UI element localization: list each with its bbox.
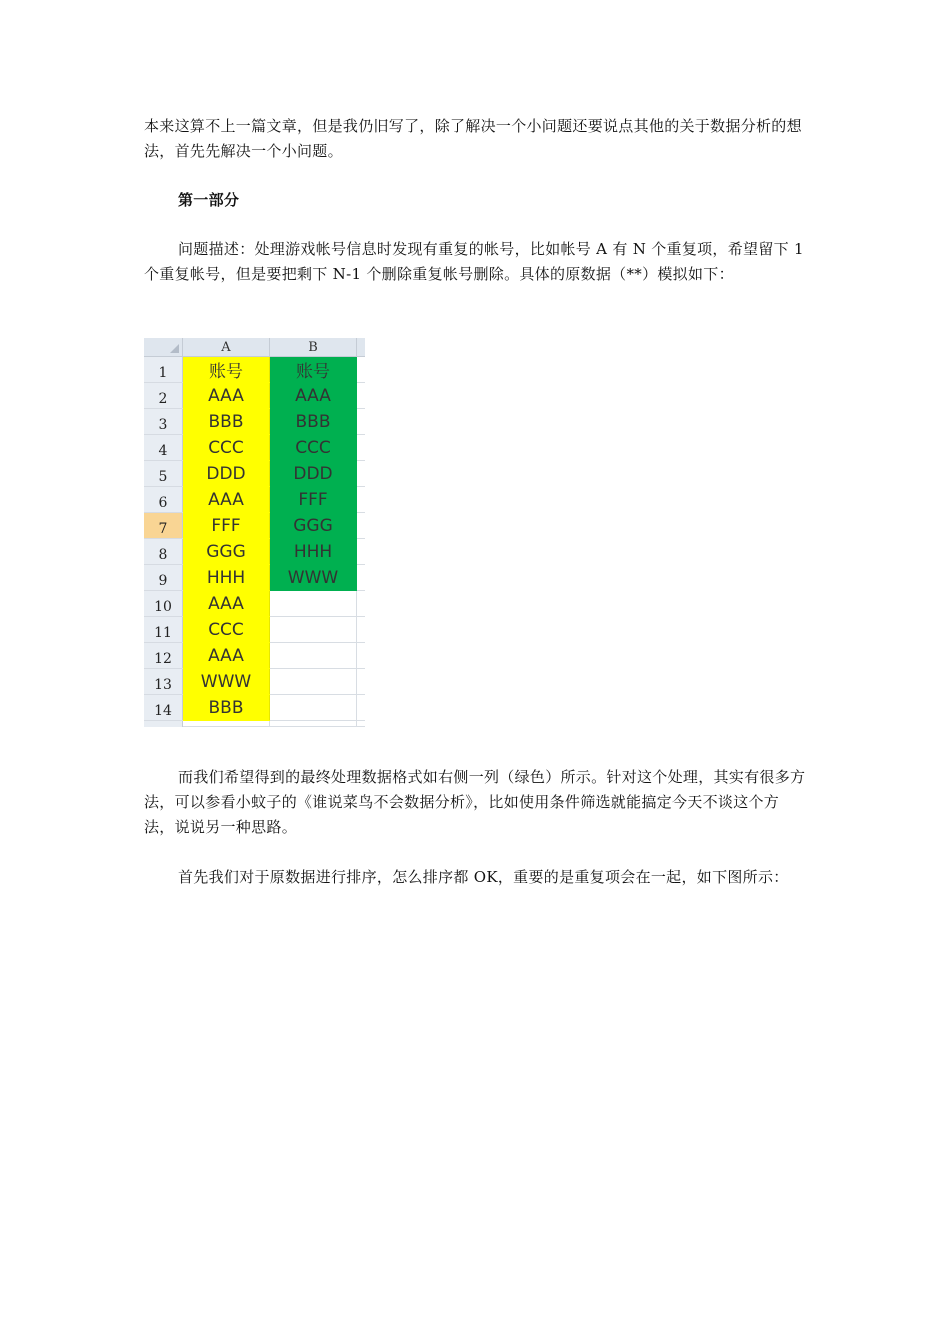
row-header: 7 xyxy=(144,513,183,539)
cell-c-partial xyxy=(357,669,366,695)
cell-b xyxy=(270,591,357,617)
cell-c-partial xyxy=(357,357,366,383)
row-header: 4 xyxy=(144,435,183,461)
sheet-row xyxy=(144,357,365,383)
sheet-row xyxy=(144,591,365,617)
problem-paragraph: 问题描述：处理游戏帐号信息时发现有重复的帐号，比如帐号 A 有 N 个重复项，希望留下 1 个重复帐号，但是要把剩下 N-1 个删除重复帐号删除。具体的原数据（**）模拟如下： xyxy=(144,240,804,283)
column-header-partial xyxy=(357,338,366,357)
cell-a: WWW xyxy=(183,669,270,695)
cell-c-partial xyxy=(357,565,366,591)
row-header: 1 xyxy=(144,357,183,383)
cell-c-partial xyxy=(357,643,366,669)
row-header: 2 xyxy=(144,383,183,409)
cell-c-partial xyxy=(357,487,366,513)
cell-c-partial xyxy=(357,435,366,461)
sheet-row xyxy=(144,565,365,591)
cell-b: AAA xyxy=(270,383,357,409)
cell-b xyxy=(270,721,357,727)
spreadsheet-table xyxy=(144,338,365,727)
sheet-row xyxy=(144,435,365,461)
cell-b: GGG xyxy=(270,513,357,539)
cell-b: CCC xyxy=(270,435,357,461)
cell-a: BBB xyxy=(183,409,270,435)
cell-a: AAA xyxy=(183,591,270,617)
sort-paragraph: 首先我们对于原数据进行排序，怎么排序都 OK，重要的是重复项会在一起，如下图所示： xyxy=(178,868,789,886)
row-header: 13 xyxy=(144,669,183,695)
column-header-b: B xyxy=(270,338,357,357)
cell-a: AAA xyxy=(183,383,270,409)
row-header: 6 xyxy=(144,487,183,513)
row-header: 9 xyxy=(144,565,183,591)
cell-a: HHH xyxy=(183,565,270,591)
cell-a: CCC xyxy=(183,435,270,461)
cell-b xyxy=(270,617,357,643)
sheet-row xyxy=(144,487,365,513)
sheet-row xyxy=(144,643,365,669)
sheet-row-partial xyxy=(144,721,365,727)
select-all-corner xyxy=(144,338,183,357)
sheet-row xyxy=(144,669,365,695)
sheet-row xyxy=(144,695,365,721)
cell-c-partial xyxy=(357,591,366,617)
row-header: 3 xyxy=(144,409,183,435)
cell-c-partial xyxy=(357,409,366,435)
cell-a: BBB xyxy=(183,695,270,721)
cell-c-partial xyxy=(357,695,366,721)
cell-a: CCC xyxy=(183,617,270,643)
row-header: 8 xyxy=(144,539,183,565)
cell-a: 账号 xyxy=(183,357,270,383)
document-body-continued xyxy=(144,765,808,890)
cell-a xyxy=(183,721,270,727)
cell-c-partial xyxy=(357,617,366,643)
row-header: 14 xyxy=(144,695,183,721)
cell-b: 账号 xyxy=(270,357,357,383)
sheet-row xyxy=(144,409,365,435)
row-header: 10 xyxy=(144,591,183,617)
cell-a: FFF xyxy=(183,513,270,539)
goal-paragraph: 而我们希望得到的最终处理数据格式如右侧一列（绿色）所示。针对这个处理，其实有很多方法，可以参看小蚊子的《谁说菜鸟不会数据分析》，比如使用条件筛选就能搞定今天不谈这个方法，说说另一种思路。 xyxy=(144,768,806,836)
sheet-row xyxy=(144,513,365,539)
cell-b xyxy=(270,643,357,669)
cell-c-partial xyxy=(357,383,366,409)
intro-paragraph: 本来这算不上一篇文章，但是我仍旧写了，除了解决一个小问题还要说点其他的关于数据分析的想法，首先先解决一个小问题。 xyxy=(144,117,802,160)
cell-c-partial xyxy=(357,721,366,727)
cell-b: FFF xyxy=(270,487,357,513)
cell-a: AAA xyxy=(183,487,270,513)
cell-a: DDD xyxy=(183,461,270,487)
cell-a: GGG xyxy=(183,539,270,565)
section-heading: 第一部分 xyxy=(178,191,240,209)
cell-b xyxy=(270,669,357,695)
cell-b: HHH xyxy=(270,539,357,565)
cell-a: AAA xyxy=(183,643,270,669)
spreadsheet-image xyxy=(144,338,366,732)
sheet-row xyxy=(144,383,365,409)
cell-b: DDD xyxy=(270,461,357,487)
column-header-a: A xyxy=(183,338,270,357)
cell-c-partial xyxy=(357,513,366,539)
sheet-row xyxy=(144,461,365,487)
cell-b: WWW xyxy=(270,565,357,591)
cell-b xyxy=(270,695,357,721)
cell-c-partial xyxy=(357,461,366,487)
row-header: 12 xyxy=(144,643,183,669)
cell-b: BBB xyxy=(270,409,357,435)
document-body xyxy=(144,114,808,287)
cell-c-partial xyxy=(357,539,366,565)
sheet-row xyxy=(144,617,365,643)
row-header: 5 xyxy=(144,461,183,487)
row-header: 11 xyxy=(144,617,183,643)
row-header xyxy=(144,721,183,727)
sheet-row xyxy=(144,539,365,565)
